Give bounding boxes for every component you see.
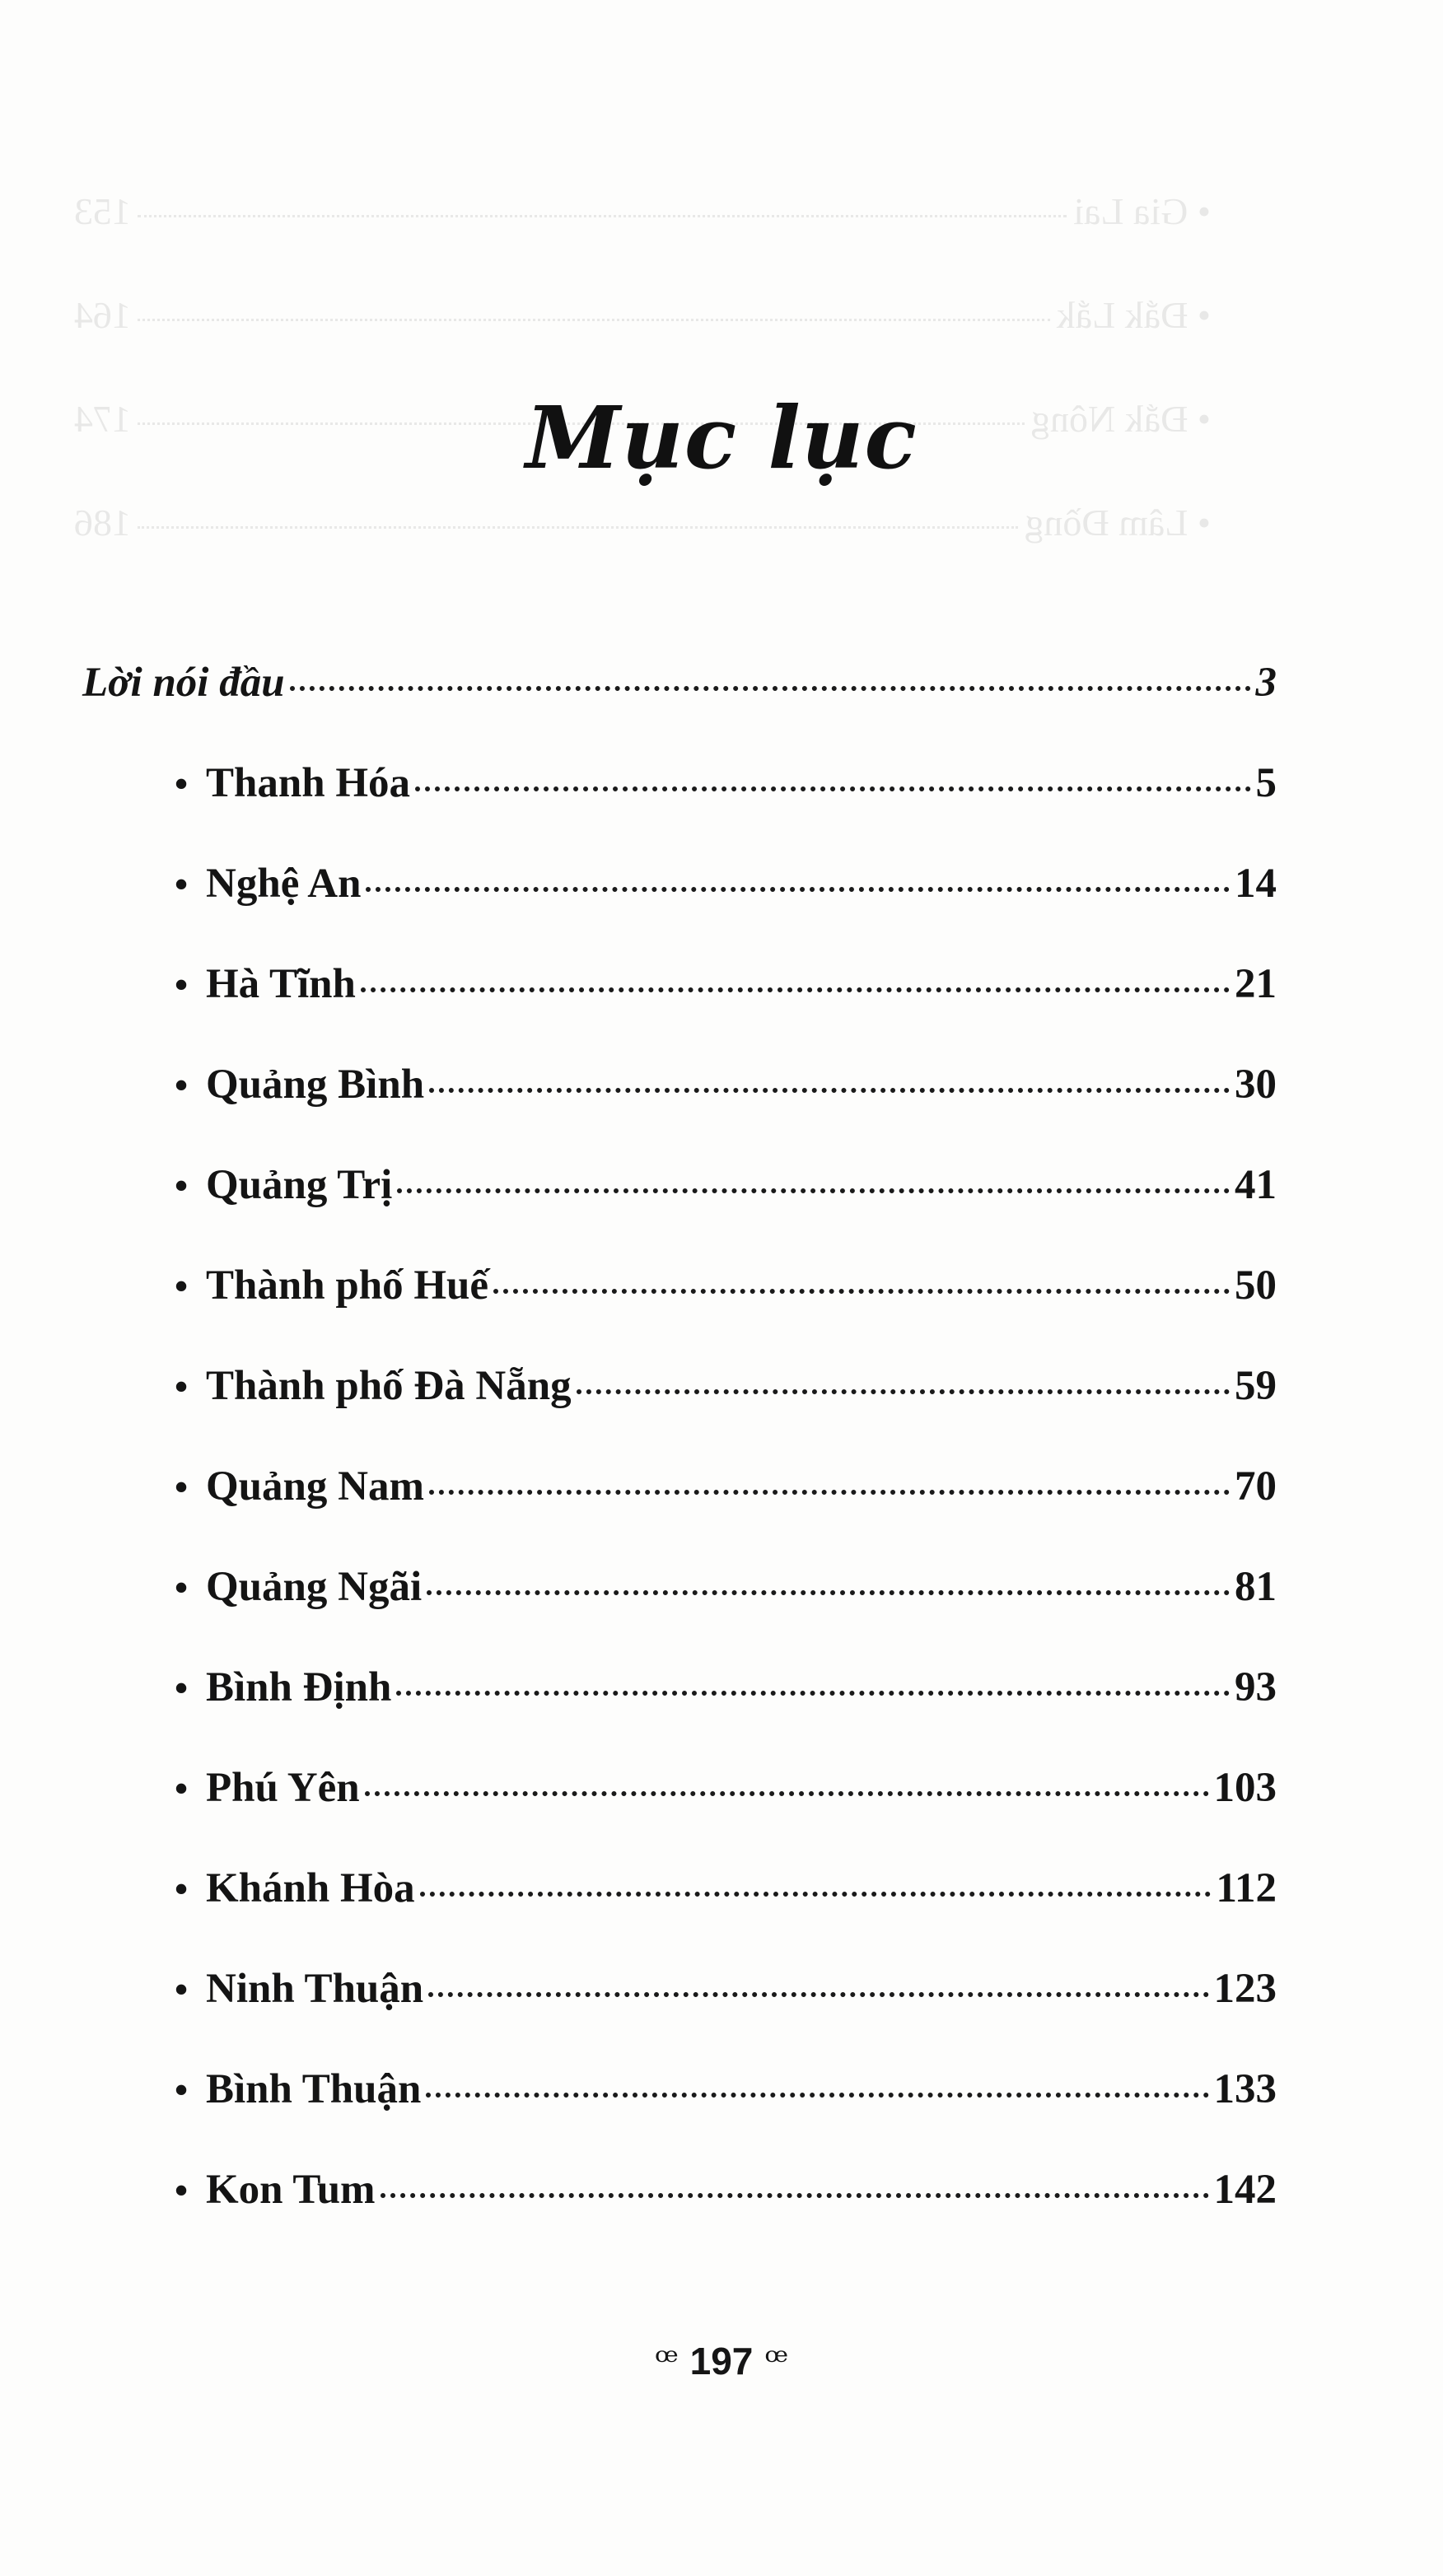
toc-page-number: 81 (1235, 1564, 1277, 1610)
toc-page-number: 14 (1235, 861, 1277, 907)
toc-leader-dots (428, 1992, 1208, 1997)
ornament-left-icon: ꟹ (654, 2339, 679, 2383)
toc-entry[interactable] (175, 1764, 1277, 1830)
toc-leader-dots (397, 1188, 1230, 1193)
bullet-icon: • (175, 863, 189, 905)
toc-entry-label: Thanh Hóa (206, 760, 411, 806)
bullet-icon: • (175, 1466, 189, 1508)
toc-entry[interactable] (175, 1664, 1277, 1729)
toc-entry-label: Ninh Thuận (206, 1966, 424, 2012)
toc-entry-label: Kon Tum (206, 2167, 376, 2213)
toc-entry-label: Khánh Hòa (206, 1865, 415, 1911)
toc-leader-dots (493, 1289, 1230, 1294)
toc-leader-dots (361, 987, 1230, 992)
toc-leader-dots (426, 2093, 1208, 2098)
toc-page-number: 123 (1213, 1966, 1277, 2012)
toc-leader-dots (366, 887, 1230, 892)
bleed-label: • Lâm Đồng (1025, 502, 1211, 544)
toc-page-number: 59 (1235, 1363, 1277, 1409)
bullet-icon: • (175, 763, 189, 805)
bullet-icon: • (175, 2169, 189, 2211)
bleed-row (74, 501, 1211, 604)
toc-entry-label: Thành phố Đà Nẵng (206, 1363, 572, 1409)
bullet-icon: • (175, 1868, 189, 1910)
toc-entry[interactable] (175, 1262, 1277, 1328)
page-title: Mục lục (525, 387, 918, 488)
toc-entry-label: Quảng Ngãi (206, 1564, 423, 1610)
toc-leader-dots (415, 786, 1250, 791)
bleed-label: • Đắk Nông (1031, 398, 1211, 440)
toc-page-number: 21 (1235, 961, 1277, 1007)
toc-preface[interactable] (82, 659, 1277, 725)
toc-entry[interactable] (175, 759, 1277, 825)
toc-entry-label: Quảng Nam (206, 1463, 424, 1510)
toc-leader-dots (365, 1791, 1209, 1796)
toc-leader-dots (290, 686, 1251, 691)
bleed-leader (138, 526, 1018, 529)
toc-entry[interactable] (175, 2166, 1277, 2232)
toc-leader-dots (427, 1590, 1230, 1595)
bleed-row (74, 189, 1211, 293)
toc-page-number: 50 (1235, 1262, 1277, 1309)
toc-leader-dots (420, 1892, 1212, 1897)
toc-leader-dots (396, 1691, 1230, 1696)
bleed-leader (138, 319, 1050, 321)
toc-leader-dots (429, 1490, 1230, 1495)
bleed-label: • Gia Lai (1073, 190, 1211, 232)
toc-entry[interactable] (175, 1864, 1277, 1930)
toc-leader-dots (429, 1088, 1230, 1093)
toc-page-number: 41 (1235, 1162, 1277, 1208)
toc-entry[interactable] (175, 2065, 1277, 2131)
toc-entry[interactable] (175, 1563, 1277, 1629)
toc-leader-dots (577, 1389, 1230, 1394)
bullet-icon: • (175, 1064, 189, 1106)
bleed-page: 164 (74, 294, 131, 336)
bullet-icon: • (175, 2069, 189, 2111)
toc-page-number: 5 (1255, 760, 1277, 806)
toc-entry[interactable] (175, 1161, 1277, 1227)
bleed-page: 153 (74, 190, 131, 232)
toc-page-number: 70 (1235, 1463, 1277, 1510)
toc-page-number: 142 (1213, 2167, 1277, 2213)
toc-entry-label: Thành phố Huế (206, 1262, 489, 1309)
toc-entry-label: Nghệ An (206, 861, 362, 907)
bullet-icon: • (175, 1265, 189, 1307)
bullet-icon: • (175, 964, 189, 1006)
toc-entry-label: Phú Yên (206, 1765, 360, 1811)
toc-page-number: 112 (1216, 1865, 1277, 1911)
toc-entry-label: Bình Thuận (206, 2066, 422, 2112)
toc-entry-label: Hà Tĩnh (206, 961, 356, 1007)
bullet-icon: • (175, 1566, 189, 1608)
page-footer (0, 2339, 1443, 2383)
toc-entry[interactable] (175, 1061, 1277, 1127)
bullet-icon: • (175, 1164, 189, 1206)
toc-entry[interactable] (175, 960, 1277, 1026)
toc-entry[interactable] (175, 1463, 1277, 1528)
bleed-label: • Đắk Lắk (1056, 294, 1211, 336)
toc-entry[interactable] (175, 1362, 1277, 1428)
bullet-icon: • (175, 1365, 189, 1407)
toc-leader-dots (381, 2193, 1209, 2198)
bullet-icon: • (175, 1767, 189, 1809)
toc-page-number: 30 (1235, 1062, 1277, 1108)
toc-entry-label: Quảng Bình (206, 1062, 425, 1108)
toc-entry-label: Lời nói đầu (82, 660, 285, 706)
page-number: 197 (689, 2340, 754, 2382)
toc-entry[interactable] (175, 860, 1277, 926)
toc-page-number: 3 (1255, 660, 1277, 706)
bleed-page: 174 (74, 398, 131, 440)
toc-page-number: 133 (1213, 2066, 1277, 2112)
toc-page-number: 103 (1213, 1765, 1277, 1811)
ornament-right-icon: ꟹ (764, 2339, 789, 2383)
bleed-row (74, 293, 1211, 397)
toc-entry[interactable] (175, 1965, 1277, 2031)
bleed-page: 186 (74, 502, 131, 544)
toc-page-number: 93 (1235, 1664, 1277, 1710)
bullet-icon: • (175, 1667, 189, 1709)
toc-entry-label: Bình Định (206, 1664, 392, 1710)
bleed-leader (138, 215, 1067, 217)
toc-entry-label: Quảng Trị (206, 1162, 393, 1208)
bullet-icon: • (175, 1968, 189, 2010)
